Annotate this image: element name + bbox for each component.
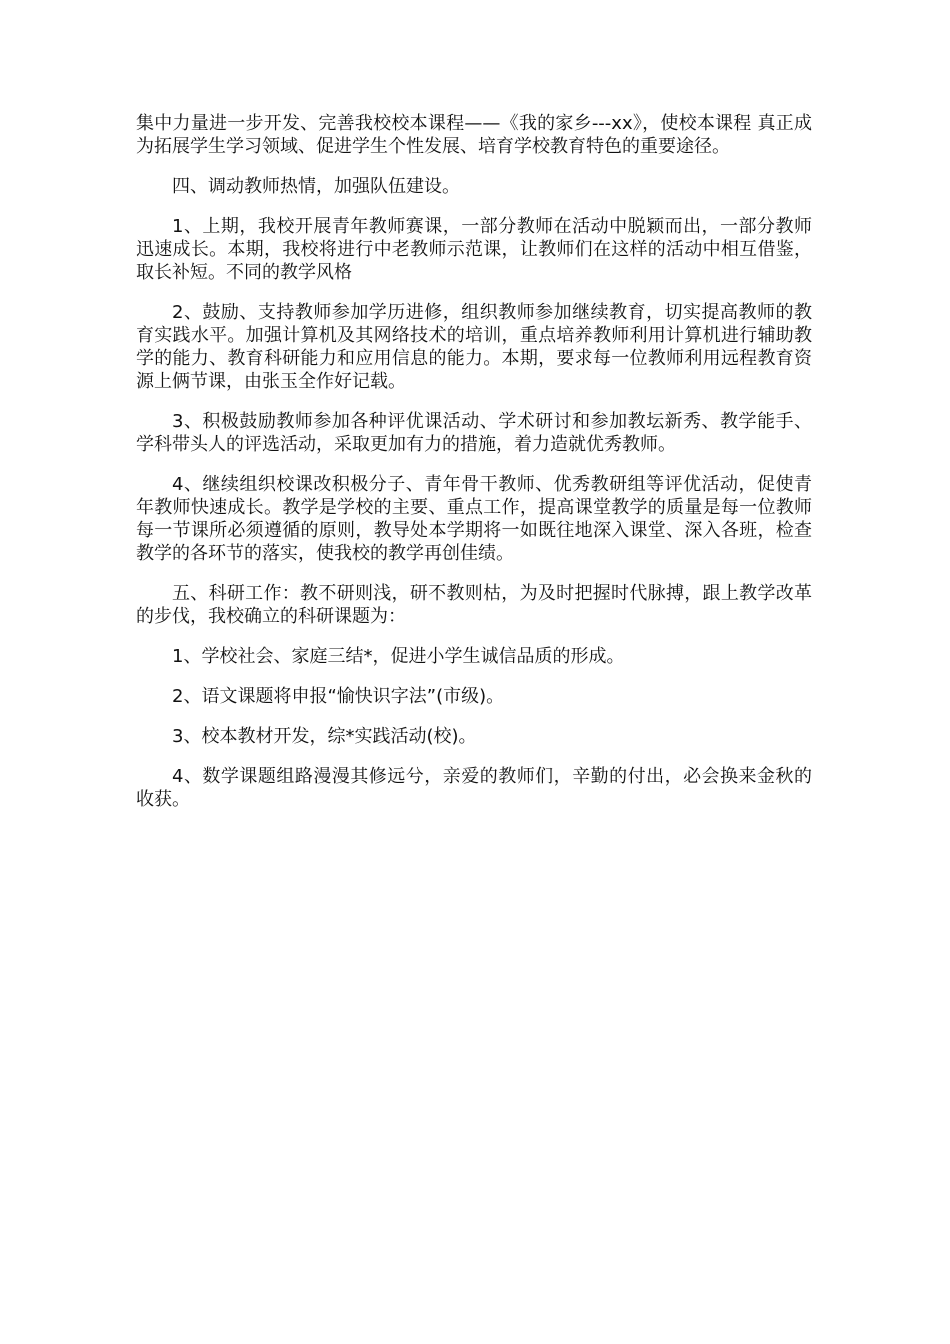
research-topic-3: 3、校本教材开发，综*实践活动(校)。 bbox=[172, 726, 477, 747]
section-heading-five: 五、科研工作：教不研则浅，研不教则枯，为及时把握时代脉搏，跟上教学改革的步伐，我校确立的科研课题为： bbox=[136, 583, 812, 627]
research-topic-1: 1、学校社会、家庭三结*，促进小学生诚信品质的形成。 bbox=[172, 646, 625, 667]
paragraph-intro: 集中力量进一步开发、完善我校校本课程——《我的家乡---xx》，使校本课程 真正成为拓展学生学习领域、促进学生个性发展、培育学校教育特色的重要途径。 bbox=[136, 113, 812, 157]
paragraph-item-3: 3、积极鼓励教师参加各种评优课活动、学术研讨和参加教坛新秀、教学能手、学科带头人的评选活动，采取更加有力的措施，着力造就优秀教师。 bbox=[136, 411, 812, 455]
document-page bbox=[136, 112, 812, 828]
paragraph-item-4: 4、继续组织校课改积极分子、青年骨干教师、优秀教研组等评优活动，促使青年教师快速成长。教学是学校的主要、重点工作，提高课堂教学的质量是每一位教师每一节课所必须遵循的原则，教导处本学期将一如既往地深入课堂、深入各班，检查教学的各环节的落实，使我校的教学再创佳绩。 bbox=[136, 474, 812, 564]
paragraph-item-1: 1、上期，我校开展青年教师赛课，一部分教师在活动中脱颖而出，一部分教师迅速成长。本期，我校将进行中老教师示范课，让教师们在这样的活动中相互借鉴，取长补短。不同的教学风格 bbox=[136, 216, 812, 283]
section-heading-four: 四、调动教师热情，加强队伍建设。 bbox=[172, 176, 460, 197]
research-topic-2: 2、语文课题将申报“愉快识字法”(市级)。 bbox=[172, 686, 505, 707]
research-topic-4: 4、数学课题组路漫漫其修远兮，亲爱的教师们，辛勤的付出，必会换来金秋的收获。 bbox=[136, 766, 812, 810]
paragraph-item-2: 2、鼓励、支持教师参加学历进修，组织教师参加继续教育，切实提高教师的教育实践水平。加强计算机及其网络技术的培训，重点培养教师利用计算机进行辅助教学的能力、教育科研能力和应用信息的能力。本期，要求每一位教师利用远程教育资源上俩节课，由张玉全作好记载。 bbox=[136, 302, 812, 392]
